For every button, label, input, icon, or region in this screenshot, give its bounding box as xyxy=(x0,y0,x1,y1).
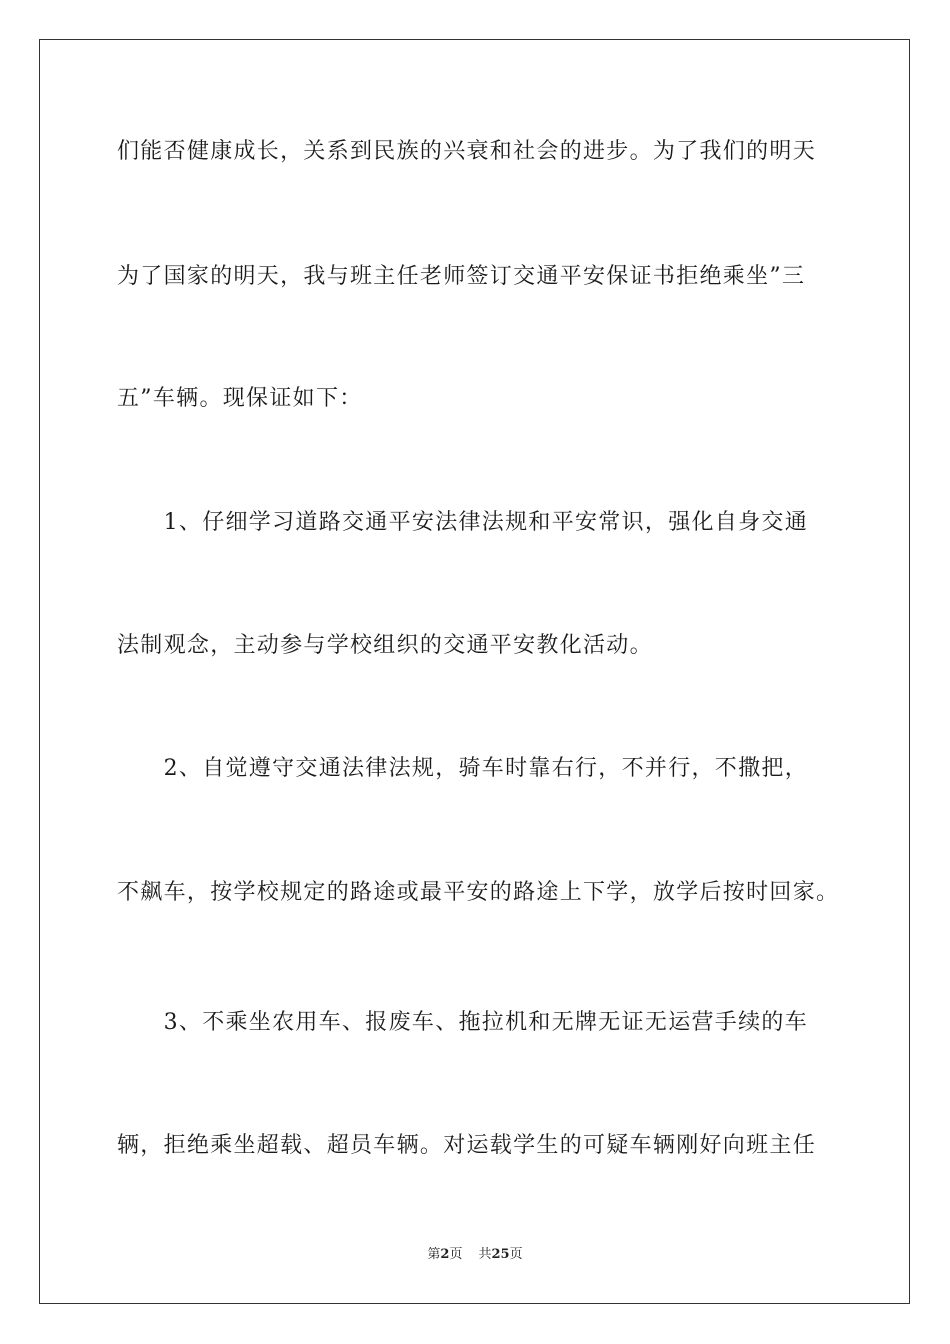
text-line-7: 不飙车，按学校规定的路途或最平安的路途上下学，放学后按时回家。 xyxy=(117,880,840,905)
footer-page-prefix: 第 xyxy=(427,1247,441,1262)
footer-page-suffix: 页 xyxy=(449,1247,463,1262)
footer-total-pages: 25 xyxy=(491,1247,510,1262)
footer-total-suffix: 页 xyxy=(509,1247,523,1262)
text-line-9: 辆，拒绝乘坐超载、超员车辆。对运载学生的可疑车辆刚好向班主任 xyxy=(117,1133,817,1158)
text-line-6: 2、自觉遵守交通法律法规，骑车时靠右行，不并行，不撒把， xyxy=(117,756,808,781)
text-line-3: 五”车辆。现保证如下： xyxy=(117,386,363,411)
text-line-2: 为了国家的明天，我与班主任老师签订交通平安保证书拒绝乘坐”三 xyxy=(117,264,806,289)
page-footer xyxy=(0,1246,950,1264)
footer-page-number: 2 xyxy=(440,1247,450,1262)
text-line-5: 法制观念，主动参与学校组织的交通平安教化活动。 xyxy=(117,633,653,658)
text-line-8: 3、不乘坐农用车、报废车、拖拉机和无牌无证无运营手续的车 xyxy=(117,1010,808,1035)
text-line-1: 们能否健康成长，关系到民族的兴衰和社会的进步。为了我们的明天 xyxy=(117,139,817,164)
page-border xyxy=(39,39,910,1304)
text-line-4: 1、仔细学习道路交通平安法律法规和平安常识，强化自身交通 xyxy=(117,510,808,535)
footer-total-prefix: 共 xyxy=(478,1247,492,1262)
